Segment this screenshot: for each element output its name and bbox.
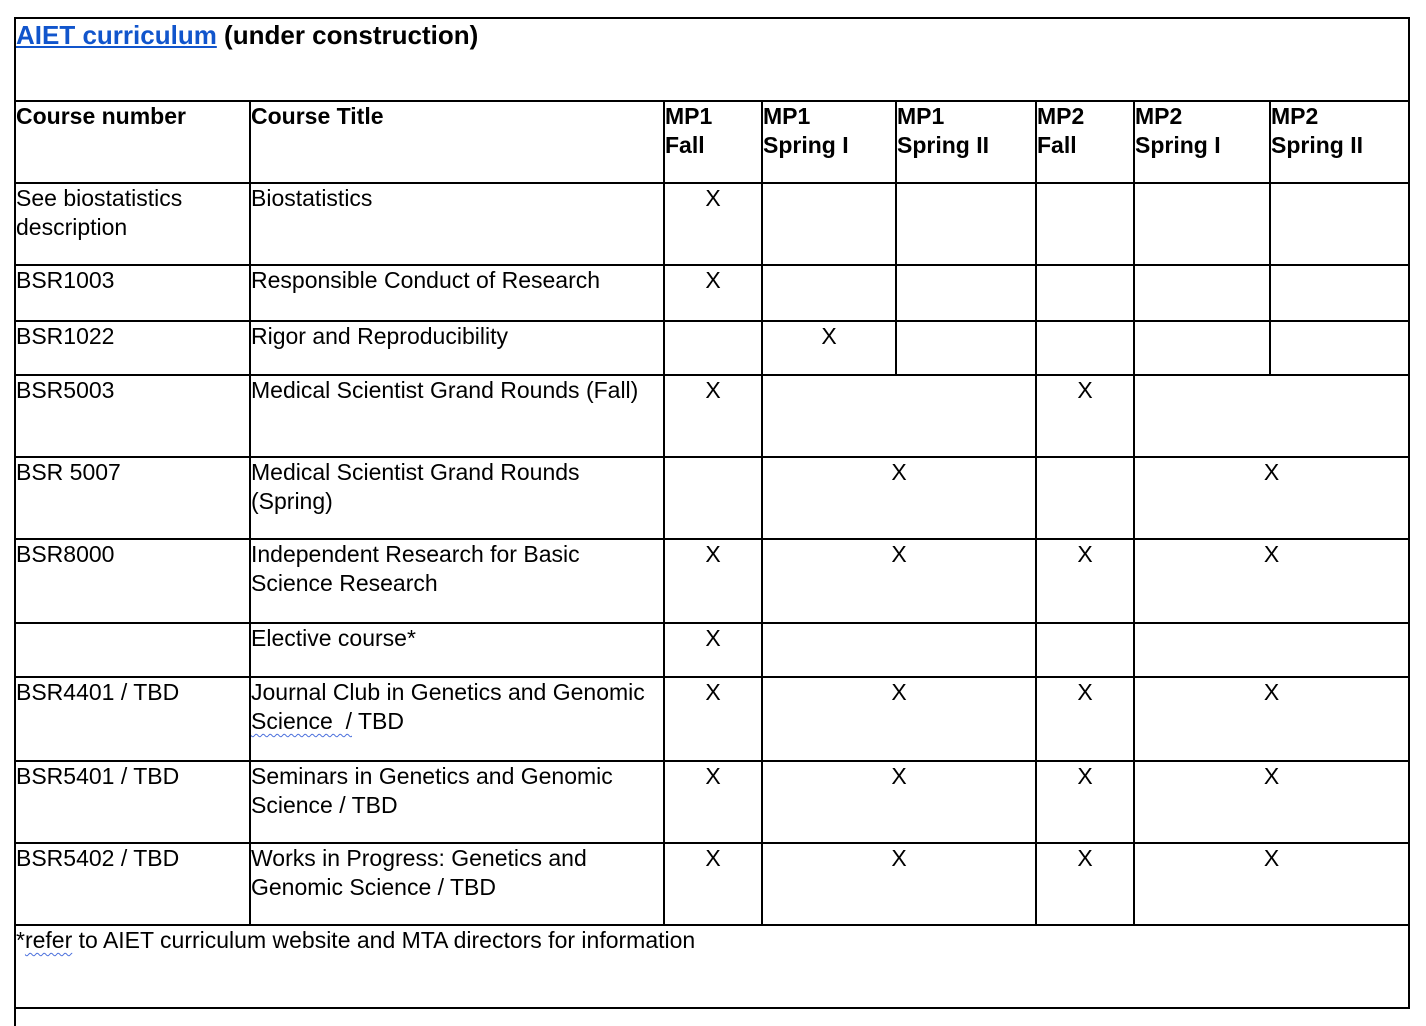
header-label: Fall — [665, 132, 705, 158]
course-title-cell: Biostatistics — [250, 183, 664, 265]
course-number-cell: See biostatistics description — [15, 183, 250, 265]
course-title-cell: Elective course* — [250, 623, 664, 677]
mark-mp1-fall: X — [664, 843, 762, 925]
mark-mp2-fall: X — [1036, 375, 1134, 457]
course-number-cell: BSR 5007 — [15, 457, 250, 539]
footnote-cell — [15, 925, 1409, 1008]
mark-mp2-fall: X — [1036, 761, 1134, 843]
course-title-cell: Seminars in Genetics and Genomic Science / TBD — [250, 761, 664, 843]
mark-mp2-fall: X — [1036, 677, 1134, 761]
header-mp1-spring-2 — [896, 101, 1036, 183]
table-row — [15, 457, 1409, 539]
mark-mp2-fall: X — [1036, 539, 1134, 623]
title-suffix: (under construction) — [216, 20, 479, 50]
mark-mp2-fall: X — [1036, 843, 1134, 925]
table-row — [15, 321, 1409, 375]
header-mp1-spring-1 — [762, 101, 896, 183]
mark-mp1-spring: X — [762, 539, 1036, 623]
mark-mp2-spring: X — [1134, 677, 1409, 761]
curriculum-table — [14, 17, 1410, 1009]
header-label: Spring I — [763, 132, 849, 158]
footnote-text: to AIET curriculum website and MTA directors for information — [72, 927, 696, 953]
course-number-cell — [15, 623, 250, 677]
course-title-text: Journal Club in Genetics and Genomic — [251, 679, 645, 705]
spellcheck-underlined-text: Science / — [251, 708, 352, 734]
empty-cell — [762, 265, 896, 321]
empty-cell — [762, 623, 1036, 677]
course-title-cell — [250, 677, 664, 761]
spellcheck-underlined-word: refer — [24, 927, 73, 953]
course-number-cell: BSR5401 / TBD — [15, 761, 250, 843]
empty-cell — [1270, 321, 1409, 375]
table-row — [15, 843, 1409, 925]
course-number-cell: BSR1022 — [15, 321, 250, 375]
mark-mp1-spring-1: X — [762, 321, 896, 375]
header-label: Spring II — [897, 132, 989, 158]
mark-mp2-spring: X — [1134, 539, 1409, 623]
empty-cell — [1036, 321, 1134, 375]
empty-cell — [1270, 265, 1409, 321]
header-label: MP2 — [1037, 103, 1085, 129]
header-label: MP2 — [1135, 103, 1183, 129]
header-mp1-fall — [664, 101, 762, 183]
mark-mp1-fall: X — [664, 183, 762, 265]
empty-cell — [1036, 265, 1134, 321]
header-label: MP2 — [1271, 103, 1319, 129]
header-mp2-spring-2 — [1270, 101, 1409, 183]
course-title-cell: Independent Research for Basic Science Research — [250, 539, 664, 623]
mark-mp2-spring: X — [1134, 457, 1409, 539]
empty-cell — [896, 265, 1036, 321]
empty-cell — [1036, 183, 1134, 265]
mark-mp1-fall: X — [664, 375, 762, 457]
mark-mp2-spring: X — [1134, 761, 1409, 843]
header-label: Fall — [1037, 132, 1077, 158]
header-label: Spring II — [1271, 132, 1363, 158]
empty-cell — [664, 321, 762, 375]
header-mp2-spring-1 — [1134, 101, 1270, 183]
empty-cell — [1134, 321, 1270, 375]
footnote-row — [15, 925, 1409, 1008]
table-row — [15, 265, 1409, 321]
course-number-cell: BSR4401 / TBD — [15, 677, 250, 761]
table-row — [15, 539, 1409, 623]
empty-cell — [1270, 183, 1409, 265]
mark-mp1-fall: X — [664, 539, 762, 623]
course-title-cell: Medical Scientist Grand Rounds (Fall) — [250, 375, 664, 457]
table-row — [15, 623, 1409, 677]
empty-cell — [1134, 375, 1409, 457]
curriculum-link[interactable]: AIET curriculum — [16, 20, 217, 50]
empty-cell — [896, 183, 1036, 265]
header-label: MP1 — [763, 103, 811, 129]
empty-cell — [1036, 457, 1134, 539]
header-label: Spring I — [1135, 132, 1221, 158]
course-title-cell: Rigor and Reproducibility — [250, 321, 664, 375]
mark-mp1-spring: X — [762, 761, 1036, 843]
course-title-cell: Works in Progress: Genetics and Genomic Science / TBD — [250, 843, 664, 925]
empty-cell — [1036, 623, 1134, 677]
mark-mp1-spring: X — [762, 677, 1036, 761]
course-number-cell: BSR5003 — [15, 375, 250, 457]
empty-cell — [896, 321, 1036, 375]
course-number-cell: BSR5402 / TBD — [15, 843, 250, 925]
header-label: MP1 — [665, 103, 713, 129]
mark-mp1-spring: X — [762, 843, 1036, 925]
empty-cell — [762, 183, 896, 265]
table-row — [15, 375, 1409, 457]
title-cell — [15, 18, 1409, 101]
empty-cell — [762, 375, 1036, 457]
mark-mp1-fall: X — [664, 761, 762, 843]
mark-mp1-fall: X — [664, 677, 762, 761]
table-row — [15, 677, 1409, 761]
course-title-cell: Medical Scientist Grand Rounds (Spring) — [250, 457, 664, 539]
header-row — [15, 101, 1409, 183]
header-label: MP1 — [897, 103, 945, 129]
empty-cell — [1134, 183, 1270, 265]
footnote-prefix: * — [16, 927, 25, 953]
course-title-cell: Responsible Conduct of Research — [250, 265, 664, 321]
mark-mp2-spring: X — [1134, 843, 1409, 925]
empty-cell — [1134, 265, 1270, 321]
course-number-cell: BSR8000 — [15, 539, 250, 623]
header-course-number: Course number — [15, 101, 250, 183]
empty-cell — [1134, 623, 1409, 677]
mark-mp1-spring: X — [762, 457, 1036, 539]
table-row — [15, 761, 1409, 843]
title-row — [15, 18, 1409, 101]
mark-mp1-fall: X — [664, 265, 762, 321]
header-course-title: Course Title — [250, 101, 664, 183]
course-title-text: TBD — [352, 708, 404, 734]
header-mp2-fall — [1036, 101, 1134, 183]
empty-cell — [664, 457, 762, 539]
mark-mp1-fall: X — [664, 623, 762, 677]
table-row — [15, 183, 1409, 265]
text-cursor — [14, 1008, 16, 1026]
course-number-cell: BSR1003 — [15, 265, 250, 321]
